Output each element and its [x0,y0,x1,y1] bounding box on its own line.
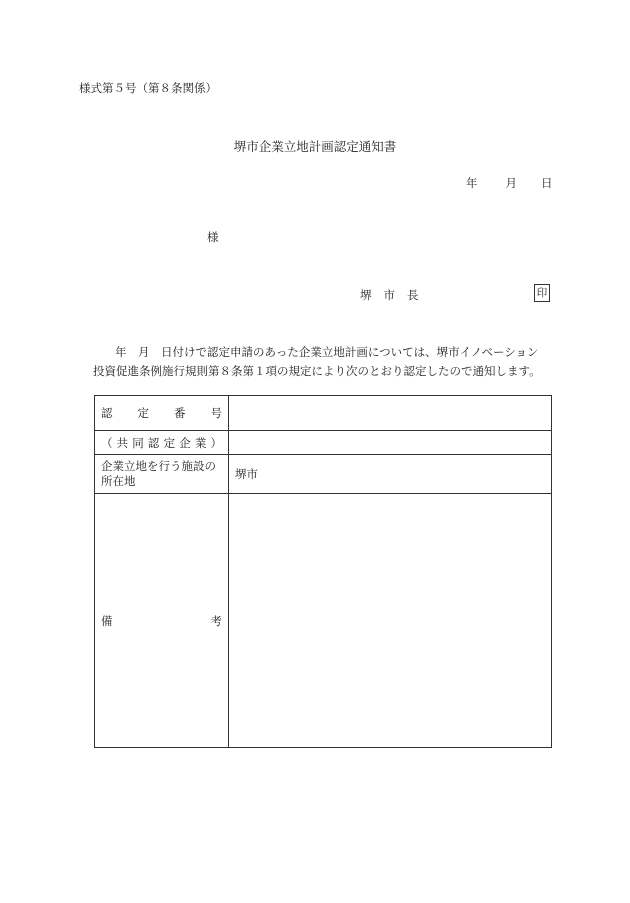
label-char: 考 [210,613,222,628]
label-char: 定 [163,435,176,450]
remarks-label [95,494,229,748]
joint-company-value[interactable] [229,431,552,455]
label-char: 企 [179,435,191,450]
cert-number-label [95,396,229,431]
date-month: 月 [505,176,517,190]
date-line [466,175,553,191]
facility-location-value[interactable]: 堺市 [229,455,552,494]
date-day: 日 [541,176,553,190]
body-text [93,343,553,381]
label-char: （ [101,435,113,450]
facility-location-label: 企業立地を行う施設の所在地 [95,455,229,494]
certification-table [94,395,552,748]
label-char: ） [210,435,222,450]
table-row [95,396,552,431]
body-line: 投資促進条例施行規則第８条第１項の規定により次のとおり認定したので通知します。 [93,364,541,378]
label-char: 備 [101,613,113,628]
issuer-char: 堺 [360,288,372,302]
table-row [95,494,552,748]
table-row [95,455,552,494]
label-char: 同 [132,435,144,450]
document-title: 堺市企業立地計画認定通知書 [233,139,397,154]
label-char: 番 [174,406,186,420]
table-row [95,431,552,455]
label-char: 号 [210,406,222,420]
issuer-name [360,287,419,303]
issuer-char: 市 [383,288,395,302]
seal-stamp: 印 [534,284,550,302]
label-char: 共 [116,435,129,450]
label-char: 認 [101,406,113,420]
label-char: 業 [194,435,207,450]
cert-number-value[interactable] [229,396,552,431]
joint-company-label [95,431,229,455]
label-char: 定 [137,406,149,420]
addressee-suffix: 様 [207,230,219,244]
remarks-value[interactable] [229,494,552,748]
date-year: 年 [466,176,478,190]
form-number: 様式第５号（第８条関係） [79,81,217,95]
issuer-char: 長 [407,288,419,302]
label-char: 認 [147,435,160,450]
body-line: 年 月 日付けで認定申請のあった企業立地計画については、堺市イノベーション [115,345,539,359]
